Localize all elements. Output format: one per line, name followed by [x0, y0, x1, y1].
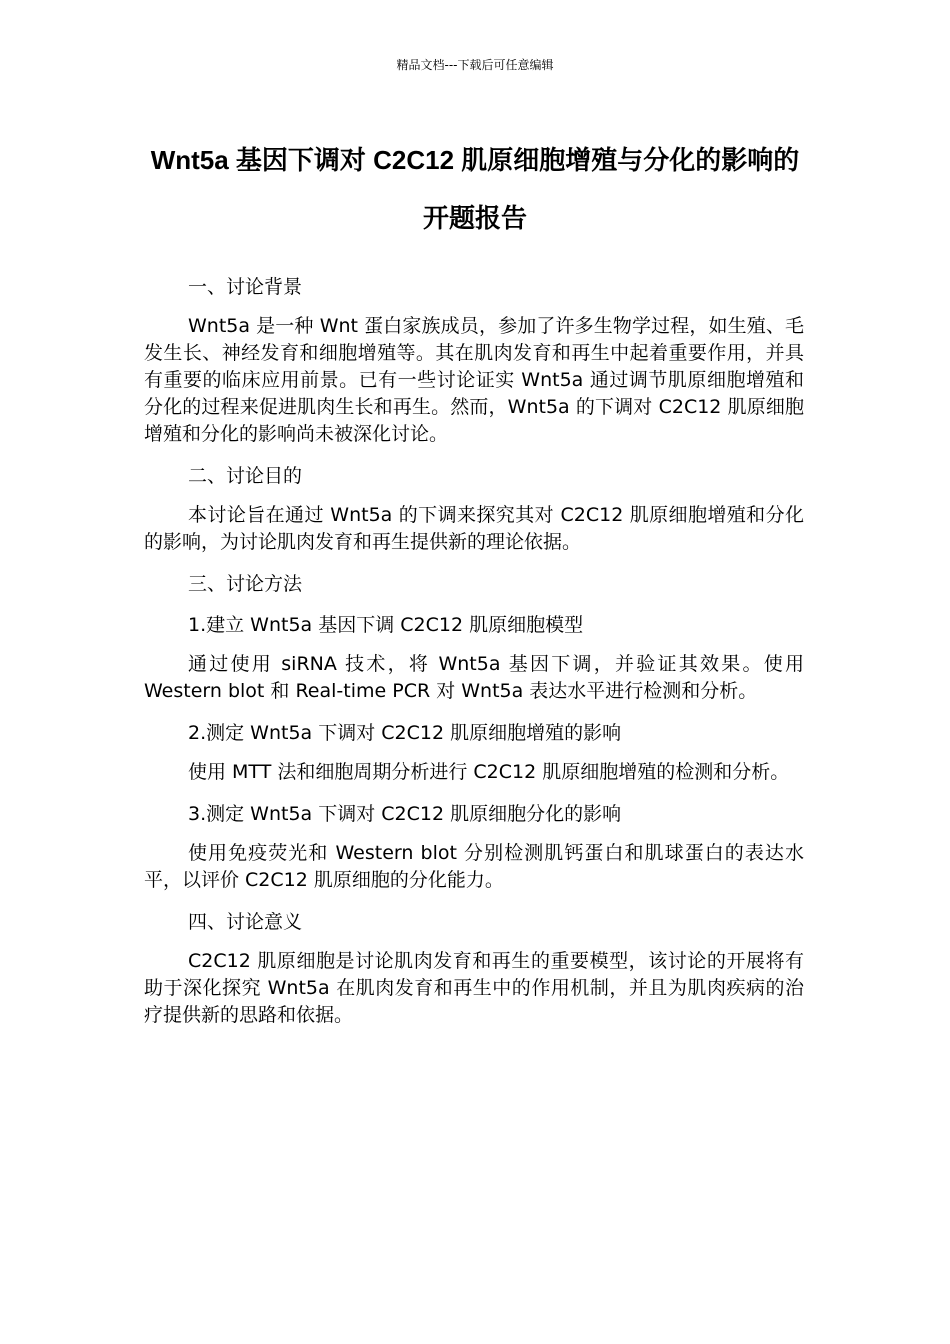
section-paragraph: C2C12 肌原细胞是讨论肌肉发育和再生的重要模型，该讨论的开展将有助于深化探究 Wnt5a 在肌肉发育和再生中的作用机制，并且为肌肉疾病的治疗提供新的思路和依据。	[144, 950, 804, 1026]
section-paragraph: Wnt5a 是一种 Wnt 蛋白家族成员，参加了许多生物学过程，如生殖、毛发生长、神经发育和细胞增殖等。其在肌肉发育和再生中起着重要作用，并具有重要的临床应用前景。已有一些讨论证实 Wnt5a 通过调节肌原细胞增殖和分化的过程来促进肌肉生长和再生。然而，Wnt5a 的下调对 C2C12 肌原细胞增殖和分化的影响尚未被深化讨论。	[144, 315, 804, 445]
section-significance	[144, 907, 804, 1029]
subsection-paragraph: 使用免疫荧光和 Western blot 分别检测肌钙蛋白和肌球蛋白的表达水平，以评价 C2C12 肌原细胞的分化能力。	[144, 842, 804, 891]
header-note: 精品文档---下载后可任意编辑	[396, 58, 554, 72]
subsection-heading: 2.测定 Wnt5a 下调对 C2C12 肌原细胞增殖的影响	[188, 722, 622, 744]
section-methods	[144, 569, 804, 894]
method-2	[144, 718, 804, 786]
section-purpose	[144, 461, 804, 556]
subsection-paragraph: 使用 MTT 法和细胞周期分析进行 C2C12 肌原细胞增殖的检测和分析。	[188, 761, 790, 783]
section-heading: 一、讨论背景	[188, 276, 303, 298]
document-title: Wnt5a 基因下调对 C2C12 肌原细胞增殖与分化的影响的开题报告	[150, 145, 800, 233]
section-heading: 四、讨论意义	[188, 911, 303, 933]
subsection-paragraph: 通过使用 siRNA 技术，将 Wnt5a 基因下调，并验证其效果。使用 Western blot 和 Real-time PCR 对 Wnt5a 表达水平进行检测和分析。	[144, 653, 804, 702]
subsection-heading: 3.测定 Wnt5a 下调对 C2C12 肌原细胞分化的影响	[188, 803, 622, 825]
method-1	[144, 610, 804, 705]
subsection-heading: 1.建立 Wnt5a 基因下调 C2C12 肌原细胞模型	[188, 614, 584, 636]
document-body	[144, 272, 804, 1042]
section-paragraph: 本讨论旨在通过 Wnt5a 的下调来探究其对 C2C12 肌原细胞增殖和分化的影响，为讨论肌肉发育和再生提供新的理论依据。	[144, 504, 804, 553]
method-3	[144, 799, 804, 894]
section-background	[144, 272, 804, 448]
section-heading: 二、讨论目的	[188, 465, 303, 487]
section-heading: 三、讨论方法	[188, 573, 303, 595]
